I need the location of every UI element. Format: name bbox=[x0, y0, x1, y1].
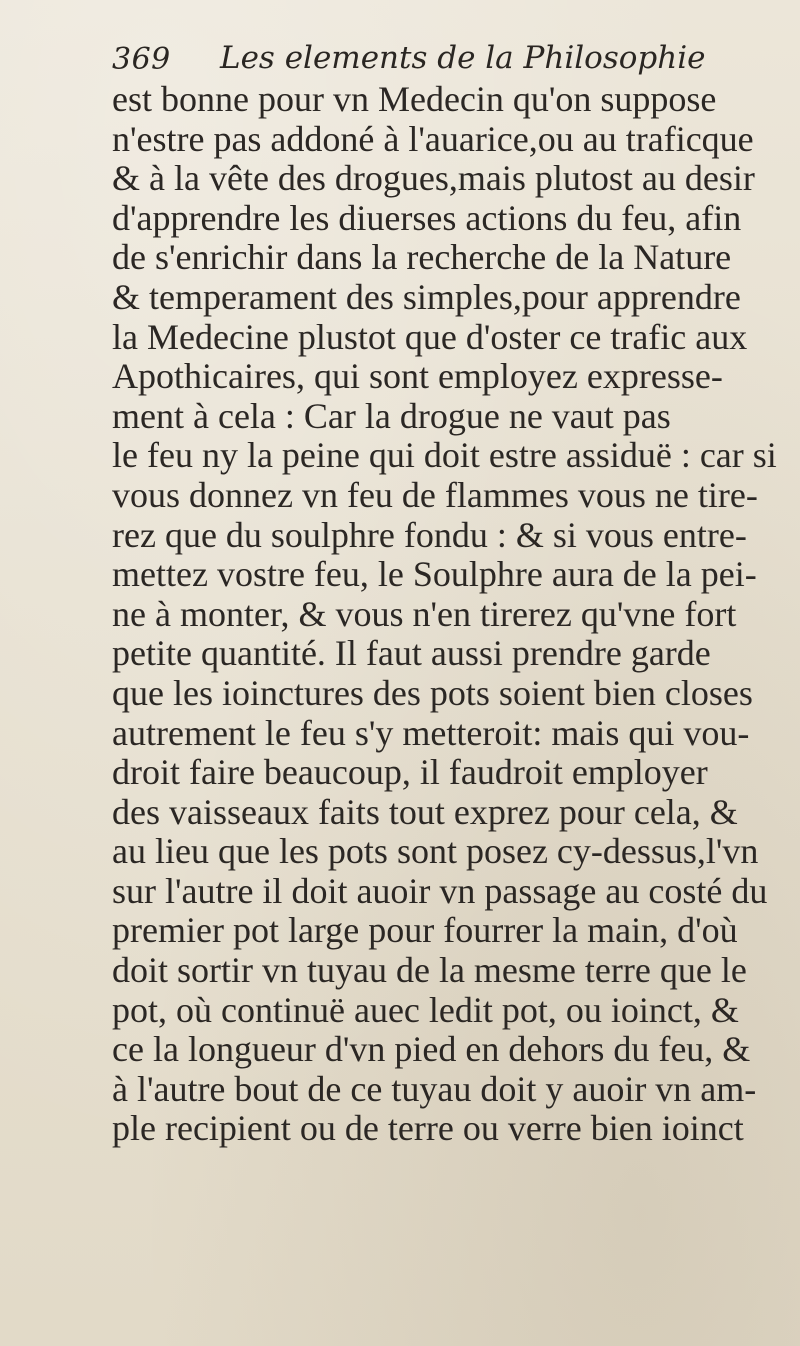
text-line: à l'autre bout de ce tuyau doit y auoir vn am- bbox=[112, 1068, 757, 1109]
text-line: le feu ny la peine qui doit estre assiduë : car si bbox=[112, 435, 777, 476]
page-number: 369 bbox=[112, 42, 171, 77]
body-text bbox=[112, 80, 792, 1149]
text-line: la Medecine plustot que d'oster ce trafic aux bbox=[112, 316, 748, 357]
text-line: n'estre pas addoné à l'auarice,ou au traficque bbox=[112, 118, 754, 159]
text-line: des vaisseaux faits tout exprez pour cela, & bbox=[112, 791, 738, 832]
text-line: ce la longueur d'vn pied en dehors du feu, & bbox=[112, 1029, 751, 1070]
text-line: est bonne pour vn Medecin qu'on suppose bbox=[112, 79, 717, 119]
text-line: rez que du soulphre fondu : & si vous entre- bbox=[112, 514, 747, 555]
text-line: petite quantité. Il faut aussi prendre garde bbox=[112, 633, 711, 674]
text-line: pot, où continuë auec ledit pot, ou ioinct, & bbox=[112, 989, 739, 1030]
text-line: mettez vostre feu, le Soulphre aura de la pei- bbox=[112, 554, 757, 595]
text-line: & temperament des simples,pour apprendre bbox=[112, 276, 741, 317]
text-line: ment à cela : Car la drogue ne vaut pas bbox=[112, 395, 671, 436]
text-line: de s'enrichir dans la recherche de la Nature bbox=[112, 237, 732, 278]
running-title: Les elements de la Philosophie bbox=[220, 40, 706, 76]
text-line: ne à monter, & vous n'en tirerez qu'vne fort bbox=[112, 593, 737, 634]
text-line: droit faire beaucoup, il faudroit employer bbox=[112, 752, 708, 793]
text-line: au lieu que les pots sont posez cy-dessus,l'vn bbox=[112, 831, 759, 872]
text-line: & à la vête des drogues,mais plutost au desir bbox=[112, 158, 755, 199]
text-line: doit sortir vn tuyau de la mesme terre que le bbox=[112, 950, 747, 991]
text-line: vous donnez vn feu de flammes vous ne tire- bbox=[112, 474, 758, 515]
text-line: d'apprendre les diuerses actions du feu, afin bbox=[112, 197, 742, 238]
text-line: autrement le feu s'y metteroit: mais qui vou- bbox=[112, 712, 750, 753]
text-line: premier pot large pour fourrer la main, d'où bbox=[112, 910, 738, 951]
text-line: Apothicaires, qui sont employez expresse- bbox=[112, 356, 723, 397]
text-line: que les ioinctures des pots soient bien closes bbox=[112, 672, 753, 713]
text-line: ple recipient ou de terre ou verre bien ioinct bbox=[112, 1108, 744, 1149]
text-line: sur l'autre il doit auoir vn passage au costé du bbox=[112, 870, 768, 911]
